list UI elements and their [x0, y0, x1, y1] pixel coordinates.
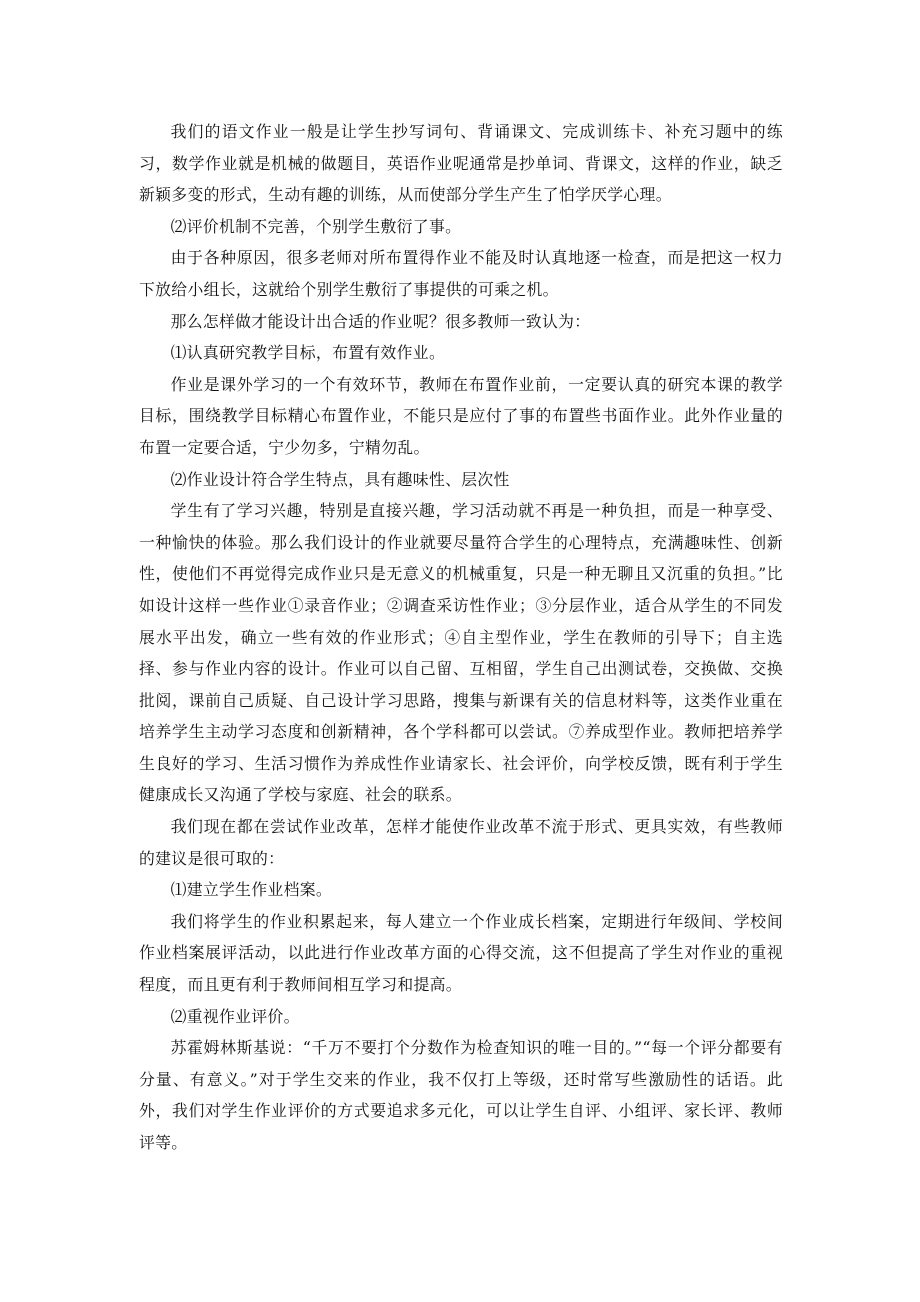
paragraph-evaluation-reason: 由于各种原因，很多老师对所布置得作业不能及时认真地逐一检查，而是把这一权力下放给小组长，这就给个别学生敷衍了事提供的可乘之机。	[139, 248, 783, 299]
paragraph-interest-detail: 学生有了学习兴趣，特别是直接兴趣，学习活动就不再是一种负担，而是一种享受、一种愉快的体验。那么我们设计的作业就要尽量符合学生的心理特点，充满趣味性、创新性，使他们不再觉得完成作业只是无意义的机械重复，只是一种无聊且又沉重的负担。”比如设计这样一些作业①录音作业；②调查采访性作业；③分层作业，适合从学生的不同发展水平出发，确立一些有效的作业形式；④自主型作业，学生在教师的引导下；自主选择、参与作业内容的设计。作业可以自己留、互相留，学生自己出测试卷，交换做、交换批阅，课前自己质疑、自己设计学习思路，搜集与新课有关的信息材料等，这类作业重在培养学生主动学习态度和创新精神，各个学科都可以尝试。⑦养成型作业。教师把培养学生良好的学习、生活习惯作为养成性作业请家长、社会评价，向学校反馈，既有利于学生健康成长又沟通了学校与家庭、社会的联系。	[139, 501, 783, 805]
paragraph-design-question: 那么怎样做才能设计出合适的作业呢？很多教师一致认为：	[170, 311, 591, 331]
paragraph-goal-heading: ⑴认真研究教学目标，布置有效作业。	[170, 343, 446, 363]
paragraph-reform-intro: 我们现在都在尝试作业改革，怎样才能使作业改革不流于形式、更具实效，有些教师的建议是很可取的：	[139, 817, 783, 868]
paragraph-archive-detail: 我们将学生的作业积累起来，每人建立一个作业成长档案，定期进行年级间、学校间作业档案展评活动，以此进行作业改革方面的心得交流，这不但提高了学生对作业的重视程度，而且更有利于教师间相互学习和提高。	[139, 911, 783, 995]
paragraph-evaluation-heading: ⑵评价机制不完善，个别学生敷衍了事。	[170, 216, 462, 236]
paragraph-homework-forms: 我们的语文作业一般是让学生抄写词句、背诵课文、完成训练卡、补充习题中的练习，数学作业就是机械的做题目，英语作业呢通常是抄单词、背课文，这样的作业，缺乏新颖多变的形式，生动有趣的训练，从而使部分学生产生了怕学厌学心理。	[139, 122, 783, 205]
paragraph-assessment-heading: ⑵重视作业评价。	[170, 1006, 300, 1026]
paragraph-goal-detail: 作业是课外学习的一个有效环节，教师在布置作业前，一定要认真的研究本课的教学目标，围绕教学目标精心布置作业，不能只是应付了事的布置些书面作业。此外作业量的布置一定要合适，宁少勿多，宁精勿乱。	[139, 374, 783, 457]
document-body	[139, 116, 783, 1159]
paragraph-archive-heading: ⑴建立学生作业档案。	[170, 880, 333, 900]
paragraph-assessment-detail: 苏霍姆林斯基说：“千万不要打个分数作为检查知识的唯一目的。”“每一个评分都要有分量、有意义。”对于学生交来的作业，我不仅打上等级，还时常写些激励性的话语。此外，我们对学生作业评价的方式要追求多元化，可以让学生自评、小组评、家长评、教师评等。	[139, 1038, 783, 1152]
paragraph-interest-heading: ⑵作业设计符合学生特点，具有趣味性、层次性	[170, 469, 510, 489]
